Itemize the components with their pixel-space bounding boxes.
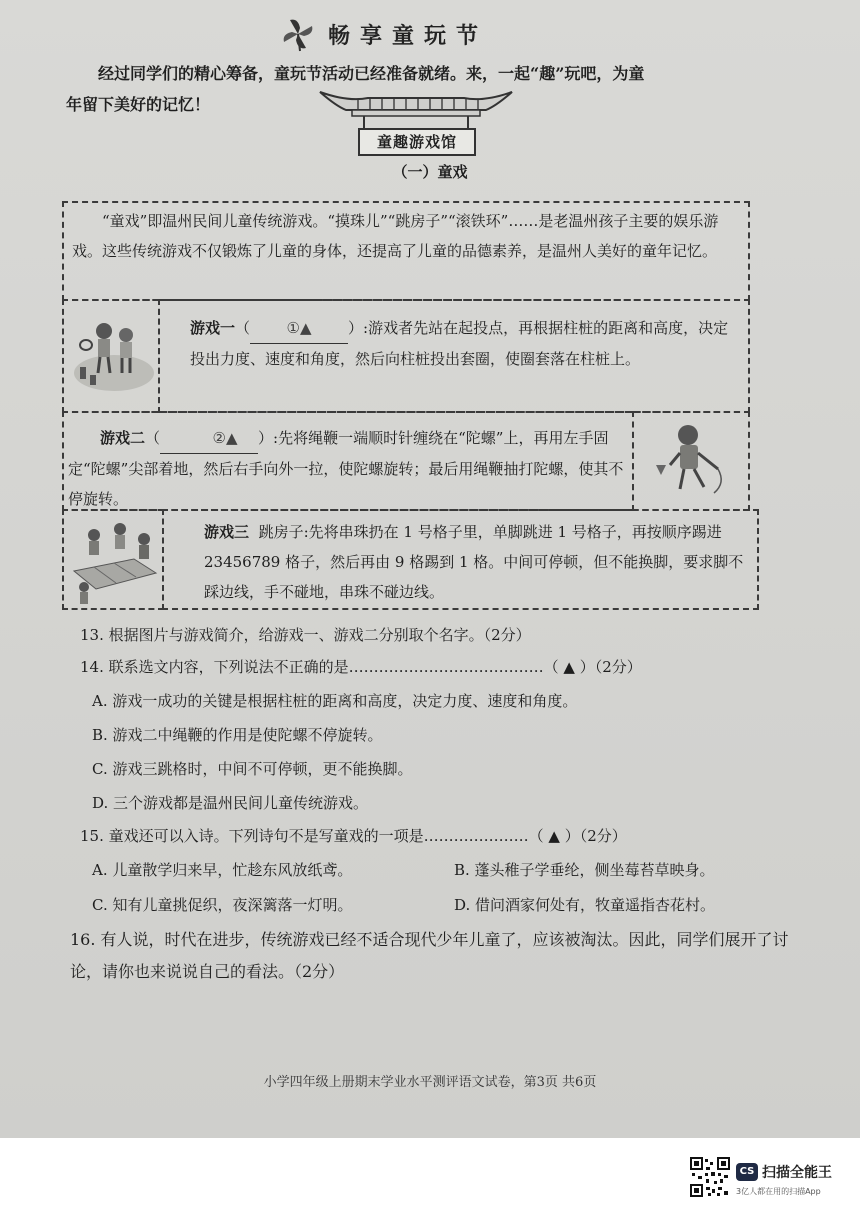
scanner-brand bbox=[736, 1161, 832, 1197]
page-footer: 小学四年级上册期末学业水平测评语文试卷，第3页 共6页 bbox=[263, 1075, 597, 1090]
game1-close-paren: ） bbox=[348, 319, 364, 337]
q14-option-c[interactable]: C. 游戏三跳格时，中间不可停顿，更不能换脚。 bbox=[92, 760, 413, 778]
q15-option-a[interactable]: A. 儿童散学归来早，忙趁东风放纸鸢。 bbox=[92, 861, 353, 879]
page-title: 畅享童玩节 bbox=[328, 22, 489, 49]
intro-line-2: 年留下美好的记忆！ bbox=[66, 95, 211, 114]
game2-answer-blank[interactable]: ②▲ bbox=[160, 423, 258, 454]
question-13: 13. 根据图片与游戏简介，给游戏一、游戏二分别取个名字。（2分） bbox=[80, 626, 531, 644]
game1-open-paren: （ bbox=[235, 319, 251, 337]
q14-option-a[interactable]: A. 游戏一成功的关键是根据柱桩的距离和高度，决定力度、速度和角度。 bbox=[92, 692, 578, 710]
ring-toss-illustration bbox=[64, 301, 158, 411]
game2-description bbox=[68, 423, 626, 514]
hall-sign: 童趣游戏馆 bbox=[358, 128, 476, 156]
pinwheel-icon bbox=[280, 16, 316, 52]
game2-image-box bbox=[632, 411, 750, 511]
game1-answer-blank[interactable]: ①▲ bbox=[250, 313, 348, 344]
game1-name: 游戏一 bbox=[190, 319, 236, 337]
scanner-logo-icon: CS bbox=[736, 1163, 758, 1181]
q15-option-b[interactable]: B. 蓬头稚子学垂纶，侧坐莓苔草映身。 bbox=[454, 861, 715, 879]
game1-text: :游戏者先站在起投点，再根据柱桩的距离和高度，决定投出力度、速度和角度，然后向柱桩投出套圈，使圈套落在柱桩上。 bbox=[190, 319, 729, 368]
game2-close-paren: ） bbox=[258, 429, 274, 447]
game3-name: 游戏三 bbox=[204, 523, 250, 541]
game1-image-box bbox=[62, 299, 160, 413]
game3-text: 跳房子:先将串珠扔在 1 号格子里，单脚跳进 1 号格子，再按顺序踢进 23456789 格子，然后再由 9 格踢到 1 格。中间可停顿，但不能换脚，要求脚不踩边线，手不碰地，串珠不碰边线。 bbox=[204, 523, 744, 601]
game2-text: :先将绳鞭一端顺时针缠绕在“陀螺”上，再用左手固定“陀螺”尖部着地，然后右手向外一拉，使陀螺旋转；最后用绳鞭抽打陀螺，使其不停旋转。 bbox=[68, 429, 624, 508]
qr-code-icon bbox=[690, 1157, 730, 1197]
scanner-tagline: 3亿人都在用的扫描App bbox=[736, 1186, 821, 1196]
question-14: 14. 联系选文内容，下列说法不正确的是…………………………………（ ▲ ）（2分） bbox=[80, 658, 642, 676]
game1-box bbox=[158, 299, 750, 413]
question-16: 16. 有人说，时代在进步，传统游戏已经不适合现代少年儿童了，应该被淘汰。因此，同学们展开了讨论，请你也来说说自己的看法。（2分） bbox=[70, 930, 789, 981]
q14-option-d[interactable]: D. 三个游戏都是温州民间儿童传统游戏。 bbox=[92, 794, 369, 812]
game3-box bbox=[162, 509, 759, 610]
pavilion-roof-icon bbox=[318, 84, 514, 134]
game1-description bbox=[190, 313, 740, 374]
section-title: （一）童戏 bbox=[392, 163, 468, 181]
q15-option-c[interactable]: C. 知有儿童挑促织，夜深篱落一灯明。 bbox=[92, 896, 353, 914]
page-header bbox=[280, 16, 488, 52]
game3-description bbox=[168, 517, 751, 607]
q15-option-d[interactable]: D. 借问酒家何处有，牧童遥指杏花村。 bbox=[454, 896, 716, 914]
game3-image-box bbox=[62, 509, 164, 610]
intro-line-1: 经过同学们的精心筹备，童玩节活动已经准备就绪。来，一起“趣”玩吧，为童 bbox=[98, 64, 645, 83]
hopscotch-illustration bbox=[64, 511, 162, 608]
intro-box bbox=[62, 201, 750, 301]
game2-box bbox=[62, 411, 634, 511]
game2-name: 游戏二 bbox=[100, 429, 146, 447]
game2-open-paren: （ bbox=[145, 429, 161, 447]
intro-box-text: “童戏”即温州民间儿童传统游戏。“摸珠儿”“跳房子”“滚铁环”……是老温州孩子主要的娱乐游戏。这些传统游戏不仅锻炼了儿童的身体，还提高了儿童的品德素养，是温州人美好的童年记忆。 bbox=[72, 212, 719, 260]
question-15: 15. 童戏还可以入诗。下列诗句不是写童戏的一项是…………………（ ▲ ）（2分） bbox=[80, 827, 627, 845]
spinning-top-illustration bbox=[634, 413, 748, 509]
scanner-app-name: 扫描全能王 bbox=[762, 1164, 832, 1181]
q14-option-b[interactable]: B. 游戏二中绳鞭的作用是使陀螺不停旋转。 bbox=[92, 726, 383, 744]
